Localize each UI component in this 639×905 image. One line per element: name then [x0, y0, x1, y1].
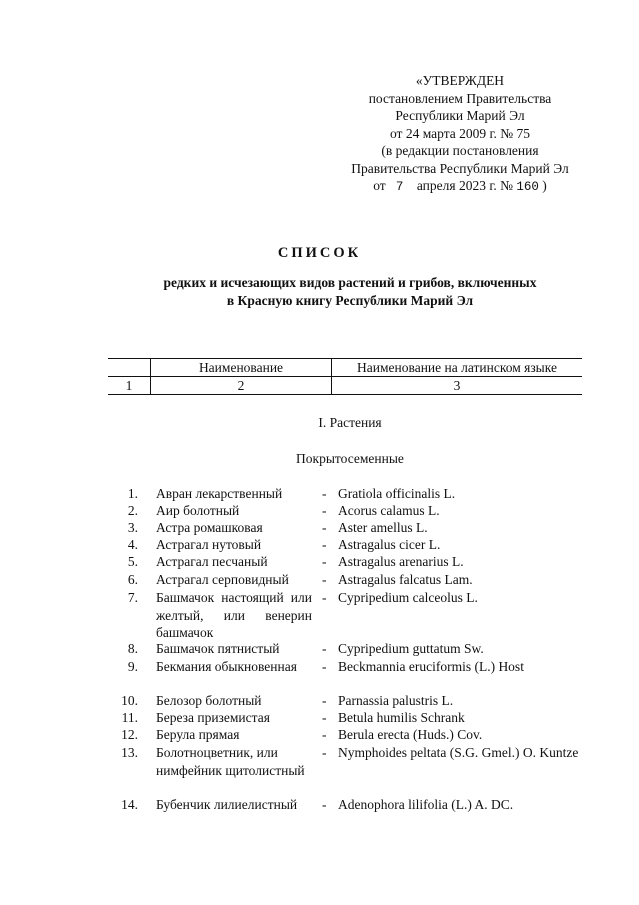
- approval-line: (в редакции постановления: [381, 143, 539, 158]
- approval-stamp: [330, 72, 590, 197]
- species-russian-name: Астрагал серповидный: [156, 572, 289, 587]
- dash-separator: -: [322, 520, 327, 535]
- species-number: 9.: [127, 659, 138, 674]
- species-latin-name: Astragalus cicer L.: [338, 537, 441, 552]
- species-number: 11.: [121, 710, 138, 725]
- approval-line: постановлением Правительства: [368, 90, 552, 106]
- species-number: 2.: [127, 503, 138, 518]
- document-subtitle: [60, 274, 639, 310]
- dash-separator: -: [322, 641, 327, 656]
- species-russian-name: Авран лекарственный: [156, 486, 283, 501]
- species-russian-name: Бубенчик лилиелистный: [156, 797, 298, 812]
- species-number: 4.: [127, 537, 138, 552]
- date-day: 7: [395, 180, 404, 194]
- species-latin-name: Astragalus falcatus Lam.: [338, 572, 473, 587]
- species-latin-name: Beckmannia eruciformis (L.) Host: [338, 659, 524, 674]
- species-russian-name: Астрагал нутовый: [156, 537, 262, 552]
- species-number: 10.: [121, 693, 138, 708]
- header-numbers-row: [108, 377, 582, 395]
- header-row: [108, 359, 582, 377]
- dash-separator: -: [322, 486, 327, 501]
- species-latin-name: Parnassia palustris L.: [338, 693, 454, 708]
- species-latin-name: Adenophora lilifolia (L.) A. DC.: [338, 797, 514, 812]
- species-latin-name: Berula erecta (Huds.) Cov.: [338, 727, 483, 742]
- column-number-3: 3: [332, 377, 583, 395]
- header-cell-name: Наименование: [151, 359, 332, 377]
- dash-separator: -: [322, 797, 327, 812]
- species-russian-name: Бекмания обыкновенная: [156, 659, 297, 674]
- species-latin-name: Acorus calamus L.: [338, 503, 440, 518]
- dash-separator: -: [322, 693, 327, 708]
- species-latin-name: Cypripedium calceolus L.: [338, 590, 478, 605]
- species-latin-name: Gratiola officinalis L.: [338, 486, 456, 501]
- species-number: 12.: [121, 727, 138, 742]
- species-number: 6.: [127, 572, 138, 587]
- date-prefix: от: [373, 178, 386, 193]
- approval-line: Правительства Республики Марий Эл: [351, 160, 569, 176]
- species-number: 13.: [121, 745, 138, 760]
- column-number-2: 2: [151, 377, 332, 395]
- species-number: 7.: [127, 590, 138, 605]
- species-russian-name: Башмачок настоящий или желтый, или венерин башмачок: [156, 590, 312, 640]
- approval-line: «УТВЕРЖДЕН: [415, 73, 505, 88]
- species-number: 1.: [127, 486, 138, 501]
- dash-separator: -: [322, 745, 327, 760]
- dash-separator: -: [322, 554, 327, 569]
- dash-separator: -: [322, 710, 327, 725]
- species-russian-name: Берула прямая: [156, 727, 240, 742]
- species-number: 8.: [127, 641, 138, 656]
- species-number: 14.: [121, 797, 138, 812]
- dash-separator: -: [322, 572, 327, 587]
- species-latin-name: Astragalus arenarius L.: [338, 554, 464, 569]
- species-russian-name: Астра ромашковая: [156, 520, 263, 535]
- dash-separator: -: [322, 727, 327, 742]
- document-title: СПИСОК: [277, 245, 362, 261]
- species-number: 3.: [127, 520, 138, 535]
- approval-line: от 24 марта 2009 г. № 75: [389, 125, 531, 141]
- species-latin-name: Cypripedium guttatum Sw.: [338, 641, 484, 656]
- date-rest: апреля 2023 г. №: [416, 178, 513, 193]
- subsection-heading: Покрытосеменные: [296, 451, 404, 466]
- column-number-1: 1: [108, 377, 151, 395]
- species-russian-name: Аир болотный: [156, 503, 240, 518]
- dash-separator: -: [322, 537, 327, 552]
- header-cell-number: [108, 359, 151, 377]
- dash-separator: -: [322, 503, 327, 518]
- species-russian-name: Береза приземистая: [156, 710, 270, 725]
- dash-separator: -: [322, 590, 327, 605]
- header-cell-latin: Наименование на латинском языке: [332, 359, 583, 377]
- species-number: 5.: [127, 554, 138, 569]
- species-russian-name: Башмачок пятнистый: [156, 641, 280, 656]
- subtitle-line: в Красную книгу Республики Марий Эл: [226, 293, 474, 308]
- species-russian-name: Болотноцветник, или нимфейник щитолистный: [156, 745, 305, 778]
- species-russian-name: Белозор болотный: [156, 693, 262, 708]
- subtitle-line: редких и исчезающих видов растений и грибов, включенных: [163, 275, 537, 290]
- approval-line: Республики Марий Эл: [395, 108, 525, 123]
- dash-separator: -: [322, 659, 327, 674]
- species-latin-name: Nymphoides peltata (S.G. Gmel.) O. Kuntze: [338, 745, 579, 760]
- section-heading: I. Растения: [318, 415, 382, 430]
- species-latin-name: Betula humilis Schrank: [338, 710, 465, 725]
- column-header-table: [108, 358, 582, 395]
- doc-number: 160: [516, 180, 539, 194]
- amendment-date-line: [330, 177, 590, 197]
- close-paren: ): [542, 178, 547, 193]
- species-russian-name: Астрагал песчаный: [156, 554, 268, 569]
- species-latin-name: Aster amellus L.: [338, 520, 428, 535]
